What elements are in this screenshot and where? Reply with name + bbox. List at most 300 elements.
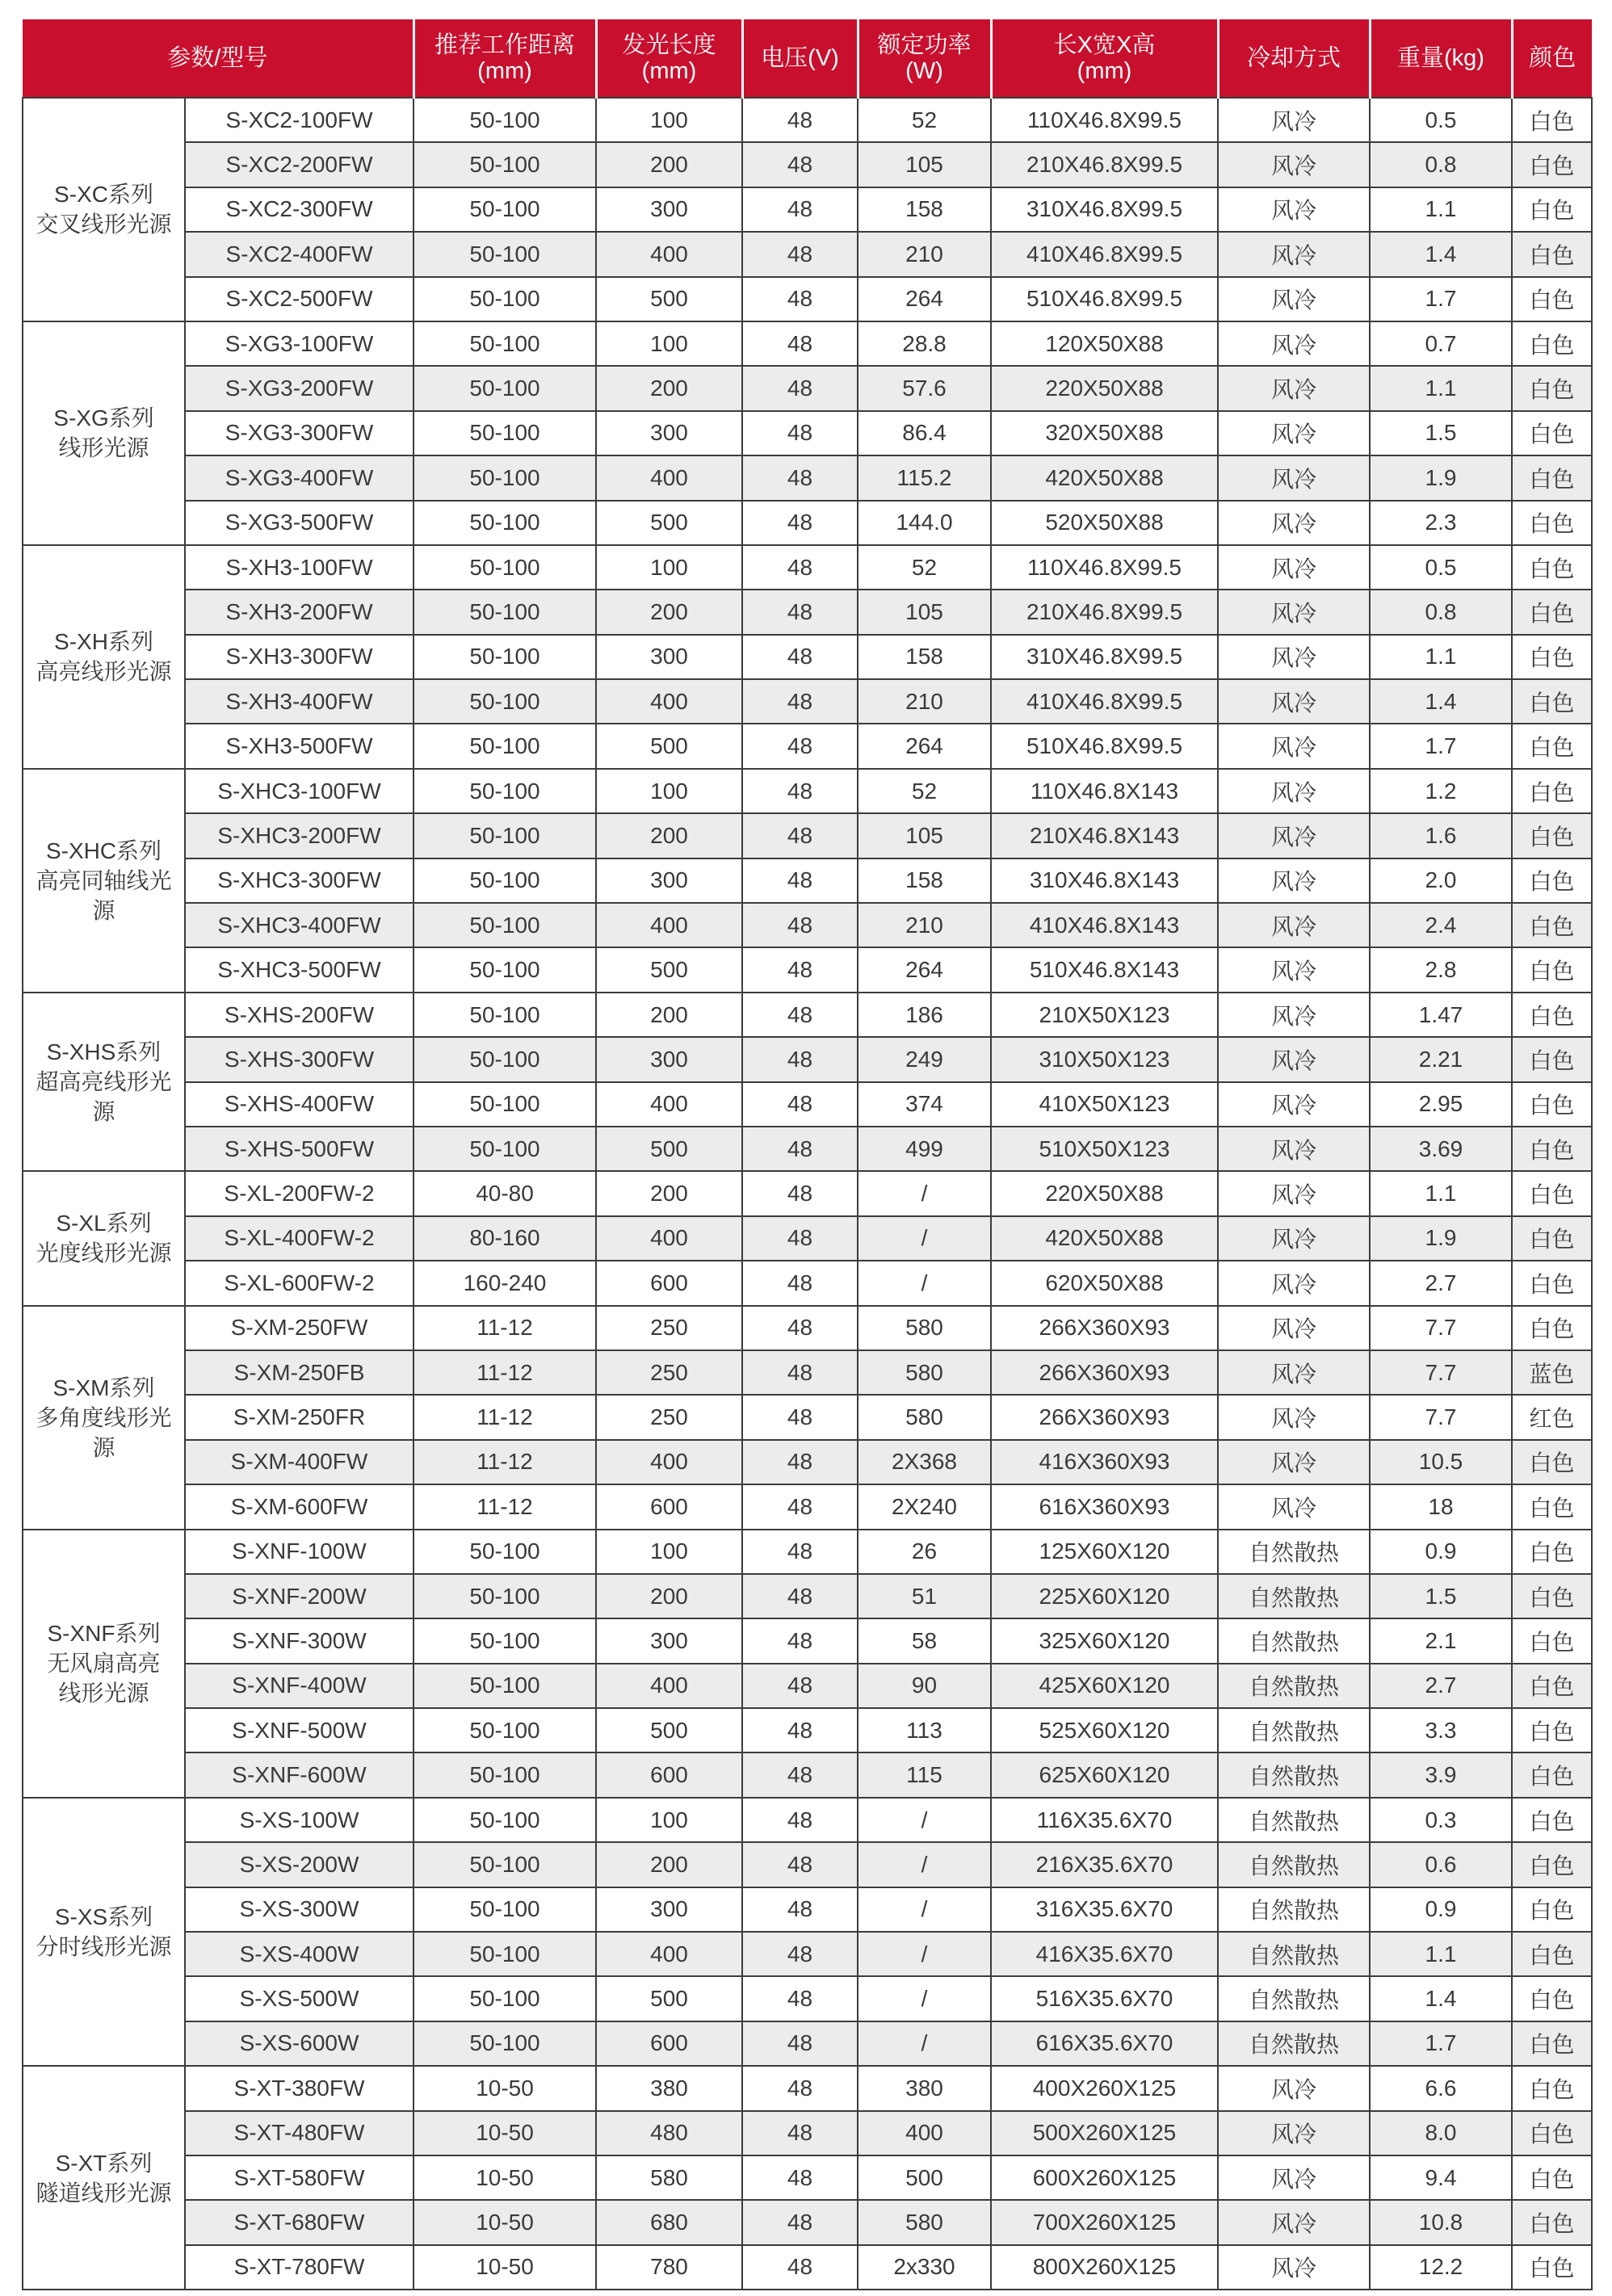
color-cell: 白色 — [1512, 1664, 1592, 1708]
weight-cell: 8.0 — [1370, 2111, 1512, 2155]
light-length-cell: 100 — [596, 1798, 742, 1842]
rated-power-cell: 210 — [858, 903, 991, 947]
light-length-cell: 400 — [596, 1216, 742, 1261]
rated-power-cell: 115.2 — [858, 455, 991, 500]
series-name-line: 光度线形光源 — [36, 1240, 172, 1266]
light-length-cell: 600 — [596, 1752, 742, 1797]
dimensions-cell: 310X46.8X99.5 — [991, 187, 1218, 232]
cooling-cell: 风冷 — [1218, 366, 1370, 410]
color-cell: 白色 — [1512, 1440, 1592, 1484]
voltage-cell: 48 — [742, 947, 858, 992]
working-distance-cell: 50-100 — [413, 1037, 596, 1081]
weight-cell: 7.7 — [1370, 1350, 1512, 1395]
voltage-cell: 48 — [742, 1216, 858, 1261]
weight-cell: 2.1 — [1370, 1618, 1512, 1663]
color-cell: 白色 — [1512, 501, 1592, 545]
dimensions-cell: 510X50X123 — [991, 1127, 1218, 1171]
table-row — [23, 1887, 1592, 1932]
voltage-cell: 48 — [742, 2066, 858, 2110]
weight-cell: 1.1 — [1370, 1171, 1512, 1215]
weight-cell: 0.9 — [1370, 1530, 1512, 1574]
cooling-cell: 风冷 — [1218, 501, 1370, 545]
cooling-cell: 风冷 — [1218, 2245, 1370, 2290]
rated-power-cell: 264 — [858, 947, 991, 992]
color-cell: 白色 — [1512, 277, 1592, 321]
header-label: (W) — [905, 58, 943, 84]
dimensions-cell: 516X35.6X70 — [991, 1976, 1218, 2021]
color-cell: 白色 — [1512, 1261, 1592, 1305]
dimensions-cell: 220X50X88 — [991, 366, 1218, 410]
table-row — [23, 769, 1592, 813]
series-name-line: S-XH系列 — [54, 629, 153, 655]
table-row — [23, 277, 1592, 321]
weight-cell: 0.8 — [1370, 590, 1512, 634]
working-distance-cell: 50-100 — [413, 813, 596, 858]
weight-cell: 1.7 — [1370, 277, 1512, 321]
light-length-cell: 200 — [596, 813, 742, 858]
weight-cell: 0.8 — [1370, 142, 1512, 187]
table-row — [23, 947, 1592, 992]
light-length-cell: 300 — [596, 1037, 742, 1081]
model-cell: S-XL-200FW-2 — [185, 1171, 413, 1215]
weight-cell: 2.4 — [1370, 903, 1512, 947]
table-row — [23, 1261, 1592, 1305]
dimensions-cell: 800X260X125 — [991, 2245, 1218, 2290]
cooling-cell: 风冷 — [1218, 724, 1370, 768]
model-cell: S-XNF-600W — [185, 1752, 413, 1797]
header-dimensions — [991, 19, 1218, 98]
cooling-cell: 风冷 — [1218, 411, 1370, 455]
voltage-cell: 48 — [742, 1171, 858, 1215]
series-name-line: 无风扇高亮 — [47, 1651, 161, 1677]
table-row — [23, 1440, 1592, 1484]
series-name-cell — [23, 321, 185, 545]
table-row — [23, 590, 1592, 634]
weight-cell: 3.9 — [1370, 1752, 1512, 1797]
model-cell: S-XS-500W — [185, 1976, 413, 2021]
light-length-cell: 300 — [596, 635, 742, 679]
light-length-cell: 580 — [596, 2155, 742, 2200]
cooling-cell: 自然散热 — [1218, 1798, 1370, 1842]
rated-power-cell: 210 — [858, 679, 991, 724]
light-length-cell: 500 — [596, 724, 742, 768]
table-row — [23, 1306, 1592, 1350]
cooling-cell: 风冷 — [1218, 1395, 1370, 1439]
rated-power-cell: 264 — [858, 724, 991, 768]
series-name-line: S-XC系列 — [54, 182, 153, 208]
light-length-cell: 300 — [596, 187, 742, 232]
model-cell: S-XH3-300FW — [185, 635, 413, 679]
working-distance-cell: 50-100 — [413, 1082, 596, 1127]
cooling-cell: 自然散热 — [1218, 1752, 1370, 1797]
rated-power-cell: / — [858, 2021, 991, 2066]
table-row — [23, 2245, 1592, 2290]
rated-power-cell: 105 — [858, 590, 991, 634]
color-cell: 白色 — [1512, 947, 1592, 992]
dimensions-cell: 310X46.8X99.5 — [991, 635, 1218, 679]
light-length-cell: 200 — [596, 1171, 742, 1215]
working-distance-cell: 50-100 — [413, 455, 596, 500]
cooling-cell: 风冷 — [1218, 679, 1370, 724]
working-distance-cell: 50-100 — [413, 769, 596, 813]
voltage-cell: 48 — [742, 1350, 858, 1395]
model-cell: S-XM-600FW — [185, 1484, 413, 1529]
cooling-cell: 风冷 — [1218, 2155, 1370, 2200]
color-cell: 白色 — [1512, 1887, 1592, 1932]
voltage-cell: 48 — [742, 679, 858, 724]
dimensions-cell: 616X360X93 — [991, 1484, 1218, 1529]
dimensions-cell: 410X46.8X99.5 — [991, 679, 1218, 724]
color-cell: 白色 — [1512, 321, 1592, 366]
weight-cell: 0.6 — [1370, 1842, 1512, 1887]
table-row — [23, 187, 1592, 232]
series-name-cell — [23, 769, 185, 993]
working-distance-cell: 50-100 — [413, 1842, 596, 1887]
table-row — [23, 858, 1592, 903]
dimensions-cell: 216X35.6X70 — [991, 1842, 1218, 1887]
header-label: 冷却方式 — [1246, 45, 1341, 71]
dimensions-cell: 225X60X120 — [991, 1574, 1218, 1618]
dimensions-cell: 416X35.6X70 — [991, 1932, 1218, 1976]
voltage-cell: 48 — [742, 455, 858, 500]
light-length-cell: 400 — [596, 1440, 742, 1484]
working-distance-cell: 50-100 — [413, 501, 596, 545]
header-param-model — [23, 19, 413, 98]
voltage-cell: 48 — [742, 1842, 858, 1887]
model-cell: S-XT-780FW — [185, 2245, 413, 2290]
cooling-cell: 自然散热 — [1218, 1708, 1370, 1752]
voltage-cell: 48 — [742, 142, 858, 187]
color-cell: 白色 — [1512, 1171, 1592, 1215]
light-length-cell: 600 — [596, 2021, 742, 2066]
table-row — [23, 993, 1592, 1037]
light-length-cell: 200 — [596, 993, 742, 1037]
light-length-cell: 600 — [596, 1261, 742, 1305]
dimensions-cell: 616X35.6X70 — [991, 2021, 1218, 2066]
header-working-distance — [413, 19, 596, 98]
cooling-cell: 风冷 — [1218, 2111, 1370, 2155]
color-cell: 白色 — [1512, 1037, 1592, 1081]
light-length-cell: 250 — [596, 1350, 742, 1395]
table-row — [23, 2155, 1592, 2200]
dimensions-cell: 110X46.8X99.5 — [991, 98, 1218, 142]
table-row — [23, 321, 1592, 366]
color-cell: 白色 — [1512, 679, 1592, 724]
rated-power-cell: 580 — [858, 1350, 991, 1395]
light-length-cell: 400 — [596, 1664, 742, 1708]
working-distance-cell: 50-100 — [413, 903, 596, 947]
rated-power-cell: 264 — [858, 277, 991, 321]
table-row — [23, 1574, 1592, 1618]
table-row — [23, 2200, 1592, 2244]
weight-cell: 6.6 — [1370, 2066, 1512, 2110]
model-cell: S-XC2-300FW — [185, 187, 413, 232]
voltage-cell: 48 — [742, 2111, 858, 2155]
model-cell: S-XH3-500FW — [185, 724, 413, 768]
working-distance-cell: 50-100 — [413, 1708, 596, 1752]
series-name-line: 超高亮线形光源 — [36, 1069, 172, 1125]
rated-power-cell: 400 — [858, 2111, 991, 2155]
series-name-line: 隧道线形光源 — [36, 2180, 172, 2206]
weight-cell: 9.4 — [1370, 2155, 1512, 2200]
light-length-cell: 250 — [596, 1395, 742, 1439]
light-length-cell: 200 — [596, 1842, 742, 1887]
light-length-cell: 500 — [596, 1127, 742, 1171]
color-cell: 白色 — [1512, 98, 1592, 142]
working-distance-cell: 50-100 — [413, 321, 596, 366]
table-row — [23, 1530, 1592, 1574]
voltage-cell: 48 — [742, 1037, 858, 1081]
voltage-cell: 48 — [742, 1708, 858, 1752]
color-cell: 白色 — [1512, 232, 1592, 276]
header-label: 发光长度 — [622, 32, 716, 58]
voltage-cell: 48 — [742, 98, 858, 142]
cooling-cell: 风冷 — [1218, 321, 1370, 366]
table-row — [23, 1842, 1592, 1887]
header-label: 重量(kg) — [1397, 45, 1484, 71]
rated-power-cell: 52 — [858, 769, 991, 813]
cooling-cell: 自然散热 — [1218, 1574, 1370, 1618]
table-row — [23, 903, 1592, 947]
light-length-cell: 500 — [596, 1708, 742, 1752]
model-cell: S-XHS-500FW — [185, 1127, 413, 1171]
header-rated-power — [858, 19, 991, 98]
model-cell: S-XNF-300W — [185, 1618, 413, 1663]
voltage-cell: 48 — [742, 2200, 858, 2244]
header-label: 推荐工作距离 — [434, 32, 575, 58]
cooling-cell: 自然散热 — [1218, 1664, 1370, 1708]
cooling-cell: 风冷 — [1218, 1306, 1370, 1350]
voltage-cell: 48 — [742, 366, 858, 410]
series-name-line: 多角度线形光源 — [36, 1404, 172, 1460]
weight-cell: 0.3 — [1370, 1798, 1512, 1842]
weight-cell: 3.69 — [1370, 1127, 1512, 1171]
voltage-cell: 48 — [742, 1395, 858, 1439]
cooling-cell: 风冷 — [1218, 2200, 1370, 2244]
dimensions-cell: 210X46.8X99.5 — [991, 590, 1218, 634]
weight-cell: 2.95 — [1370, 1082, 1512, 1127]
cooling-cell: 风冷 — [1218, 813, 1370, 858]
color-cell: 白色 — [1512, 590, 1592, 634]
dimensions-cell: 510X46.8X99.5 — [991, 724, 1218, 768]
light-length-cell: 400 — [596, 1082, 742, 1127]
light-length-cell: 400 — [596, 903, 742, 947]
dimensions-cell: 410X50X123 — [991, 1082, 1218, 1127]
cooling-cell: 自然散热 — [1218, 1932, 1370, 1976]
cooling-cell: 风冷 — [1218, 993, 1370, 1037]
dimensions-cell: 310X50X123 — [991, 1037, 1218, 1081]
rated-power-cell: 51 — [858, 1574, 991, 1618]
color-cell: 白色 — [1512, 1708, 1592, 1752]
working-distance-cell: 50-100 — [413, 635, 596, 679]
model-cell: S-XC2-100FW — [185, 98, 413, 142]
header-label: (mm) — [1077, 58, 1132, 84]
voltage-cell: 48 — [742, 1574, 858, 1618]
voltage-cell: 48 — [742, 1887, 858, 1932]
color-cell: 红色 — [1512, 1395, 1592, 1439]
light-length-cell: 380 — [596, 2066, 742, 2110]
model-cell: S-XG3-100FW — [185, 321, 413, 366]
weight-cell: 1.47 — [1370, 993, 1512, 1037]
model-cell: S-XH3-100FW — [185, 545, 413, 590]
table-row — [23, 1664, 1592, 1708]
cooling-cell: 风冷 — [1218, 98, 1370, 142]
working-distance-cell: 50-100 — [413, 679, 596, 724]
color-cell: 白色 — [1512, 1976, 1592, 2021]
dimensions-cell: 425X60X120 — [991, 1664, 1218, 1708]
rated-power-cell: 113 — [858, 1708, 991, 1752]
weight-cell: 2.0 — [1370, 858, 1512, 903]
voltage-cell: 48 — [742, 813, 858, 858]
series-name-line: S-XT系列 — [55, 2150, 153, 2176]
voltage-cell: 48 — [742, 1440, 858, 1484]
color-cell: 白色 — [1512, 769, 1592, 813]
color-cell: 白色 — [1512, 1798, 1592, 1842]
working-distance-cell: 50-100 — [413, 1618, 596, 1663]
color-cell: 白色 — [1512, 813, 1592, 858]
header-label: (mm) — [477, 58, 532, 84]
rated-power-cell: 58 — [858, 1618, 991, 1663]
series-name-line: S-XS系列 — [54, 1904, 153, 1930]
cooling-cell: 自然散热 — [1218, 1530, 1370, 1574]
dimensions-cell: 110X46.8X143 — [991, 769, 1218, 813]
light-length-cell: 200 — [596, 366, 742, 410]
cooling-cell: 自然散热 — [1218, 2021, 1370, 2066]
rated-power-cell: 2X240 — [858, 1484, 991, 1529]
dimensions-cell: 420X50X88 — [991, 455, 1218, 500]
rated-power-cell: 158 — [858, 858, 991, 903]
dimensions-cell: 116X35.6X70 — [991, 1798, 1218, 1842]
header-label: 额定功率 — [877, 32, 972, 58]
series-name-cell — [23, 1530, 185, 1798]
cooling-cell: 自然散热 — [1218, 1618, 1370, 1663]
voltage-cell: 48 — [742, 545, 858, 590]
table-row — [23, 545, 1592, 590]
light-length-cell: 300 — [596, 1618, 742, 1663]
header-weight — [1370, 19, 1512, 98]
voltage-cell: 48 — [742, 232, 858, 276]
cooling-cell: 风冷 — [1218, 1261, 1370, 1305]
light-length-cell: 100 — [596, 769, 742, 813]
cooling-cell: 风冷 — [1218, 635, 1370, 679]
voltage-cell: 48 — [742, 590, 858, 634]
voltage-cell: 48 — [742, 1752, 858, 1797]
model-cell: S-XS-100W — [185, 1798, 413, 1842]
cooling-cell: 风冷 — [1218, 1082, 1370, 1127]
weight-cell: 0.9 — [1370, 1887, 1512, 1932]
working-distance-cell: 50-100 — [413, 590, 596, 634]
working-distance-cell: 50-100 — [413, 1752, 596, 1797]
dimensions-cell: 210X46.8X99.5 — [991, 142, 1218, 187]
table-row — [23, 1171, 1592, 1215]
color-cell: 蓝色 — [1512, 1350, 1592, 1395]
dimensions-cell: 266X360X93 — [991, 1350, 1218, 1395]
weight-cell: 18 — [1370, 1484, 1512, 1529]
table-row — [23, 1798, 1592, 1842]
weight-cell: 1.7 — [1370, 724, 1512, 768]
color-cell: 白色 — [1512, 903, 1592, 947]
table-body — [23, 98, 1592, 2290]
color-cell: 白色 — [1512, 2155, 1592, 2200]
rated-power-cell: 186 — [858, 993, 991, 1037]
rated-power-cell: 115 — [858, 1752, 991, 1797]
dimensions-cell: 210X46.8X143 — [991, 813, 1218, 858]
voltage-cell: 48 — [742, 501, 858, 545]
model-cell: S-XNF-100W — [185, 1530, 413, 1574]
model-cell: S-XHS-200FW — [185, 993, 413, 1037]
voltage-cell: 48 — [742, 1798, 858, 1842]
voltage-cell: 48 — [742, 1530, 858, 1574]
model-cell: S-XS-600W — [185, 2021, 413, 2066]
header-cooling — [1218, 19, 1370, 98]
cooling-cell: 风冷 — [1218, 232, 1370, 276]
voltage-cell: 48 — [742, 903, 858, 947]
working-distance-cell: 50-100 — [413, 277, 596, 321]
color-cell: 白色 — [1512, 2021, 1592, 2066]
working-distance-cell: 50-100 — [413, 98, 596, 142]
cooling-cell: 风冷 — [1218, 142, 1370, 187]
rated-power-cell: 249 — [858, 1037, 991, 1081]
light-length-cell: 500 — [596, 947, 742, 992]
voltage-cell: 48 — [742, 1664, 858, 1708]
table-row — [23, 1752, 1592, 1797]
cooling-cell: 风冷 — [1218, 590, 1370, 634]
model-cell: S-XC2-200FW — [185, 142, 413, 187]
color-cell: 白色 — [1512, 1216, 1592, 1261]
header-label: 电压(V) — [761, 45, 839, 71]
weight-cell: 7.7 — [1370, 1306, 1512, 1350]
model-cell: S-XNF-500W — [185, 1708, 413, 1752]
working-distance-cell: 10-50 — [413, 2066, 596, 2110]
table-header — [23, 19, 1592, 98]
model-cell: S-XHS-300FW — [185, 1037, 413, 1081]
light-length-cell: 100 — [596, 545, 742, 590]
weight-cell: 1.6 — [1370, 813, 1512, 858]
table-row — [23, 1976, 1592, 2021]
model-cell: S-XG3-400FW — [185, 455, 413, 500]
working-distance-cell: 11-12 — [413, 1306, 596, 1350]
model-cell: S-XT-680FW — [185, 2200, 413, 2244]
weight-cell: 0.7 — [1370, 321, 1512, 366]
working-distance-cell: 11-12 — [413, 1395, 596, 1439]
series-name-cell — [23, 993, 185, 1172]
series-name-line: 交叉线形光源 — [36, 212, 172, 237]
table-row — [23, 1127, 1592, 1171]
model-cell: S-XHC3-100FW — [185, 769, 413, 813]
model-cell: S-XL-400FW-2 — [185, 1216, 413, 1261]
light-length-cell: 100 — [596, 321, 742, 366]
header-label: 颜色 — [1529, 45, 1576, 71]
voltage-cell: 48 — [742, 635, 858, 679]
color-cell: 白色 — [1512, 1752, 1592, 1797]
table-row — [23, 1708, 1592, 1752]
dimensions-cell: 410X46.8X99.5 — [991, 232, 1218, 276]
dimensions-cell: 266X360X93 — [991, 1395, 1218, 1439]
cooling-cell: 风冷 — [1218, 1440, 1370, 1484]
model-cell: S-XNF-200W — [185, 1574, 413, 1618]
weight-cell: 1.1 — [1370, 366, 1512, 410]
cooling-cell: 风冷 — [1218, 545, 1370, 590]
color-cell: 白色 — [1512, 1574, 1592, 1618]
dimensions-cell: 620X50X88 — [991, 1261, 1218, 1305]
rated-power-cell: / — [858, 1976, 991, 2021]
header-row — [23, 19, 1592, 98]
dimensions-cell: 510X46.8X143 — [991, 947, 1218, 992]
weight-cell: 1.9 — [1370, 455, 1512, 500]
table-row — [23, 2111, 1592, 2155]
voltage-cell: 48 — [742, 1127, 858, 1171]
model-cell: S-XG3-300FW — [185, 411, 413, 455]
